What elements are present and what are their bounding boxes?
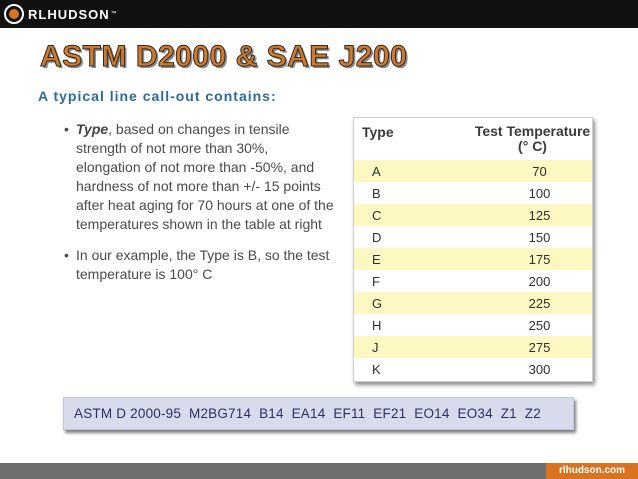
cell-temperature: 275 — [528, 339, 551, 355]
cell-temperature: 200 — [528, 273, 551, 289]
cell-temperature: 225 — [528, 295, 551, 311]
table-row — [354, 292, 592, 314]
cell-temperature: 175 — [528, 251, 551, 267]
header-bar — [0, 0, 638, 28]
table-row — [354, 336, 592, 358]
column-header-temperature-line2: (° C) — [518, 138, 547, 154]
bullet-text: In our example, the Type is B, so the test temperature is 100° C — [76, 247, 330, 282]
table-row — [354, 226, 592, 248]
table-row — [354, 314, 592, 336]
cell-type: D — [372, 229, 382, 245]
table-row — [354, 160, 592, 182]
logo-trademark: ™ — [110, 11, 117, 17]
cell-type: F — [372, 273, 380, 289]
temperature-table — [353, 117, 593, 382]
cell-type: C — [372, 207, 382, 223]
cell-type: G — [372, 295, 383, 311]
cell-temperature: 100 — [528, 185, 551, 201]
table-row — [354, 204, 592, 226]
bullet-list — [64, 120, 334, 284]
bullet-dot: • — [64, 121, 69, 137]
rlhudson-logo — [4, 3, 117, 25]
footer-site-link[interactable]: rlhudson.com — [546, 463, 638, 479]
slide-title: ASTM D2000 & SAE J200 — [40, 40, 408, 73]
logo-text: RLHUDSON — [28, 6, 110, 22]
footer-bar — [0, 463, 638, 479]
cell-temperature: 300 — [528, 361, 551, 377]
cell-type: J — [372, 339, 379, 355]
cell-type: K — [372, 361, 381, 377]
column-header-type: Type — [362, 124, 394, 140]
bullet-text: , based on changes in tensile strength of not more than 30%, elongation of not more than -50%, and hardness of not more than +/- 15 points after heat aging for 70 hours at one of the temperatures shown in the table at right — [76, 121, 334, 232]
bullet-item-type — [64, 120, 334, 234]
cell-type: B — [372, 185, 381, 201]
column-header-temperature-line1: Test Temperature — [474, 123, 591, 139]
cell-temperature: 70 — [532, 163, 547, 179]
cell-type: A — [372, 163, 381, 179]
column-header-temperature — [473, 118, 592, 154]
logo-mark-icon — [4, 4, 24, 24]
bullet-item-example — [64, 246, 334, 284]
cell-temperature: 150 — [528, 229, 551, 245]
table-row — [354, 358, 592, 380]
callout-example-box: ASTM D 2000-95 M2BG714 B14 EA14 EF11 EF21 EO14 EO34 Z1 Z2 — [63, 397, 574, 430]
table-row — [354, 182, 592, 204]
cell-type: E — [372, 251, 381, 267]
table-header — [354, 118, 592, 160]
cell-type: H — [372, 317, 382, 333]
bullet-keyword: Type — [76, 121, 109, 137]
cell-temperature: 125 — [528, 207, 551, 223]
table-row — [354, 270, 592, 292]
bullet-dot: • — [64, 247, 69, 263]
cell-temperature: 250 — [528, 317, 551, 333]
table-row — [354, 248, 592, 270]
slide-subtitle: A typical line call-out contains: — [38, 88, 277, 104]
